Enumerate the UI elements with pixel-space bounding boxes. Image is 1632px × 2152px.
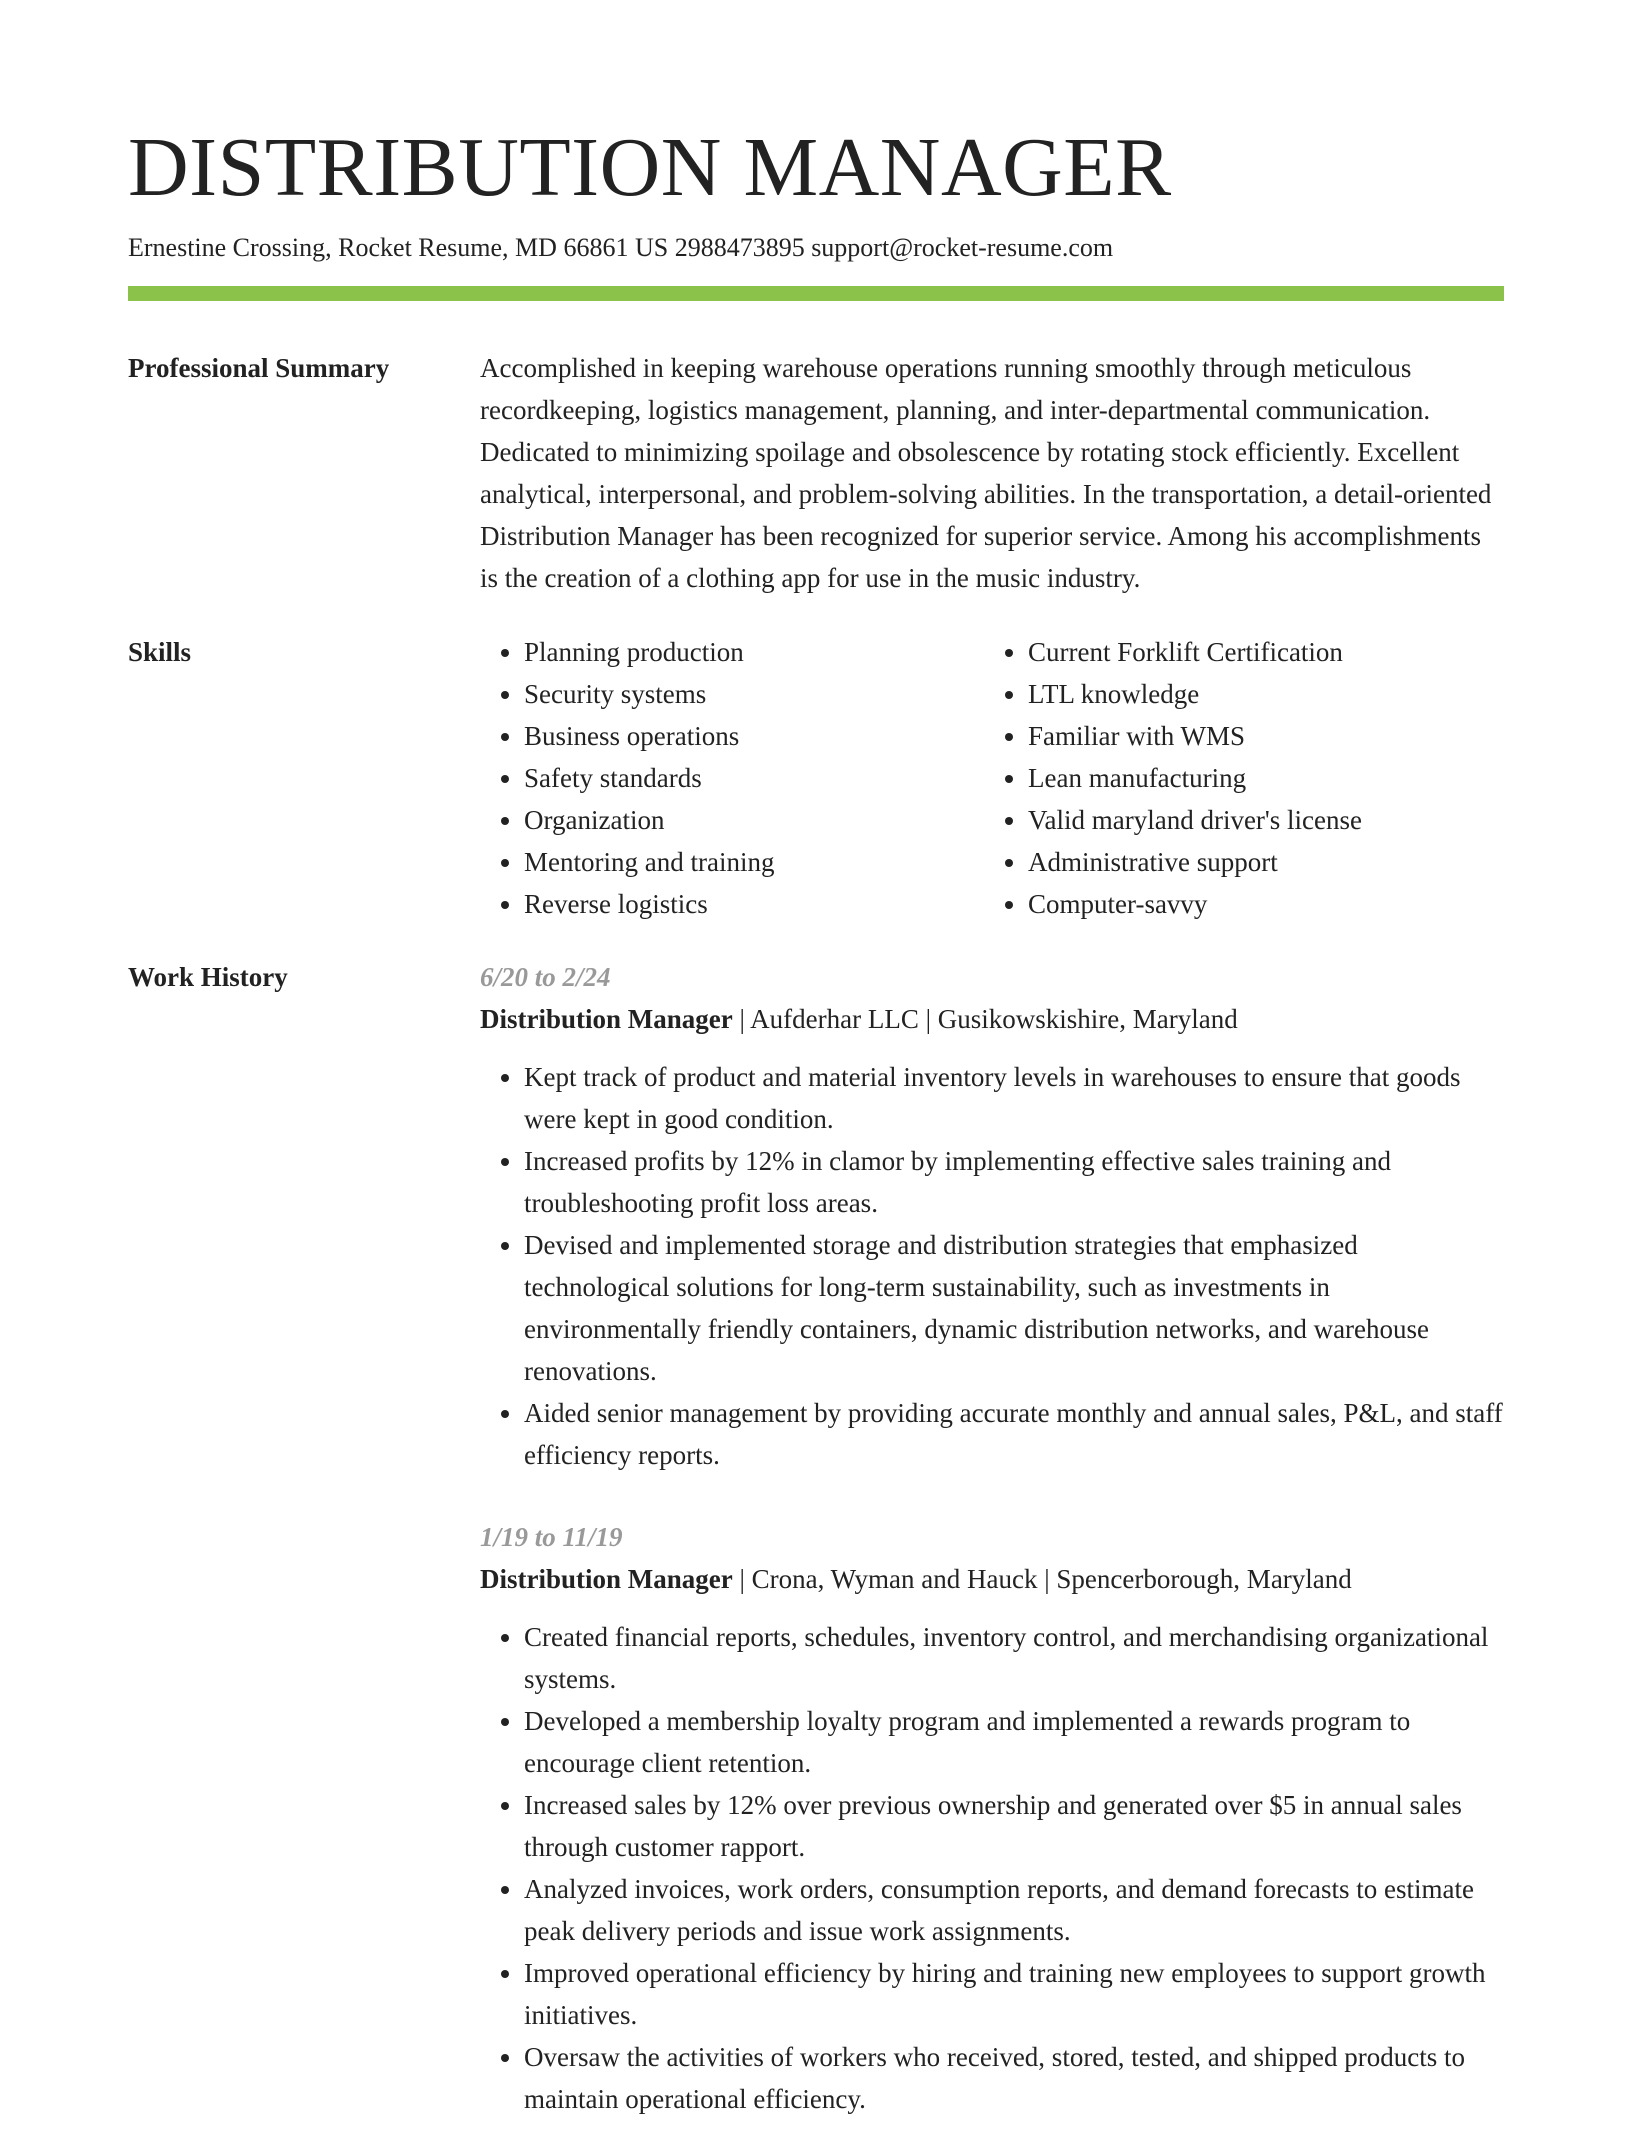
skills-columns [480,631,1504,925]
contact-email: support@rocket-resume.com [811,233,1114,262]
skill-item: • Planning production [524,631,984,673]
job-bullet: • Increased sales by 12% over previous ownership and generated over $5 in annual sales through customer rapport. [524,1784,1504,1868]
job-bullet: • Devised and implemented storage and distribution strategies that emphasized technological solutions for long-term sustainability, such as investments in environmentally friendly containers, dynamic distribution networks, and warehouse renovations. [524,1224,1504,1392]
job-dates: 1/19 to 11/19 [480,1522,623,1552]
skills-body [480,631,1504,925]
contact-line [128,230,1113,266]
skill-item: • LTL knowledge [1028,673,1488,715]
contact-phone: 2988473895 [674,233,805,262]
job-bullet-list [480,1616,1504,2120]
skill-item: • Lean manufacturing [1028,757,1488,799]
summary-body [480,347,1504,599]
work-history-title: Work History [128,962,288,992]
job-entry [480,956,1504,1476]
job-bullet: • Created financial reports, schedules, inventory control, and merchandising organizational systems. [524,1616,1504,1700]
skill-item: • Reverse logistics [524,883,984,925]
job-title: Distribution Manager [480,1564,733,1594]
job-separator: | [739,1564,752,1594]
skill-item: • Organization [524,799,984,841]
skill-item: • Familiar with WMS [1028,715,1488,757]
job-title: Distribution Manager [480,1004,733,1034]
skill-item: • Safety standards [524,757,984,799]
job-separator: | [1044,1564,1057,1594]
skill-item: • Valid maryland driver's license [1028,799,1488,841]
job-entry [480,1516,1504,2120]
job-bullet: • Aided senior management by providing accurate monthly and annual sales, P&L, and staff efficiency reports. [524,1392,1504,1476]
job-title-line [480,998,1504,1040]
job-bullet: • Analyzed invoices, work orders, consumption reports, and demand forecasts to estimate peak delivery periods and issue work assignments. [524,1868,1504,1952]
job-title-line [480,1558,1504,1600]
job-bullet: • Increased profits by 12% in clamor by implementing effective sales training and troubleshooting profit loss areas. [524,1140,1504,1224]
job-separator: | [925,1004,938,1034]
skill-item: • Current Forklift Certification [1028,631,1488,673]
contact-address: Ernestine Crossing, Rocket Resume, MD 66861 US [128,233,669,262]
job-dates: 6/20 to 2/24 [480,962,611,992]
job-bullet: • Developed a membership loyalty program and implemented a rewards program to encourage client retention. [524,1700,1504,1784]
job-bullet: • Improved operational efficiency by hiring and training new employees to support growth initiatives. [524,1952,1504,2036]
accent-divider [128,286,1504,301]
skill-item: • Business operations [524,715,984,757]
job-company: Aufderhar LLC [750,1004,919,1034]
job-location: Spencerborough, Maryland [1056,1564,1352,1594]
summary-title: Professional Summary [128,353,390,383]
job-location: Gusikowskishire, Maryland [937,1004,1238,1034]
job-company: Crona, Wyman and Hauck [751,1564,1038,1594]
job-bullet: • Oversaw the activities of workers who received, stored, tested, and shipped products to maintain operational efficiency. [524,2036,1504,2120]
job-separator: | [739,1004,751,1034]
skill-item: • Security systems [524,673,984,715]
skill-item: • Administrative support [1028,841,1488,883]
skill-item: • Computer-savvy [1028,883,1488,925]
skill-item: • Mentoring and training [524,841,984,883]
skills-list-right [984,631,1488,925]
summary-text: Accomplished in keeping warehouse operations running smoothly through meticulous recordkeeping, logistics management, planning, and inter-departmental communication. Dedicated to minimizing spoilage and obsolescence by rotating stock efficiently. Excellent analytical, interpersonal, and problem-solving abilities. In the transportation, a detail-oriented Distribution Manager has been recognized for superior service. Among his accomplishments is the creation of a clothing app for use in the music industry. [480,353,1492,593]
skills-title: Skills [128,637,192,667]
skills-list-left [480,631,984,925]
resume-name-heading: DISTRIBUTION MANAGER [128,121,1172,214]
job-bullet: • Kept track of product and material inventory levels in warehouses to ensure that goods were kept in good condition. [524,1056,1504,1140]
work-history-body [480,956,1504,2152]
job-bullet-list [480,1056,1504,1476]
